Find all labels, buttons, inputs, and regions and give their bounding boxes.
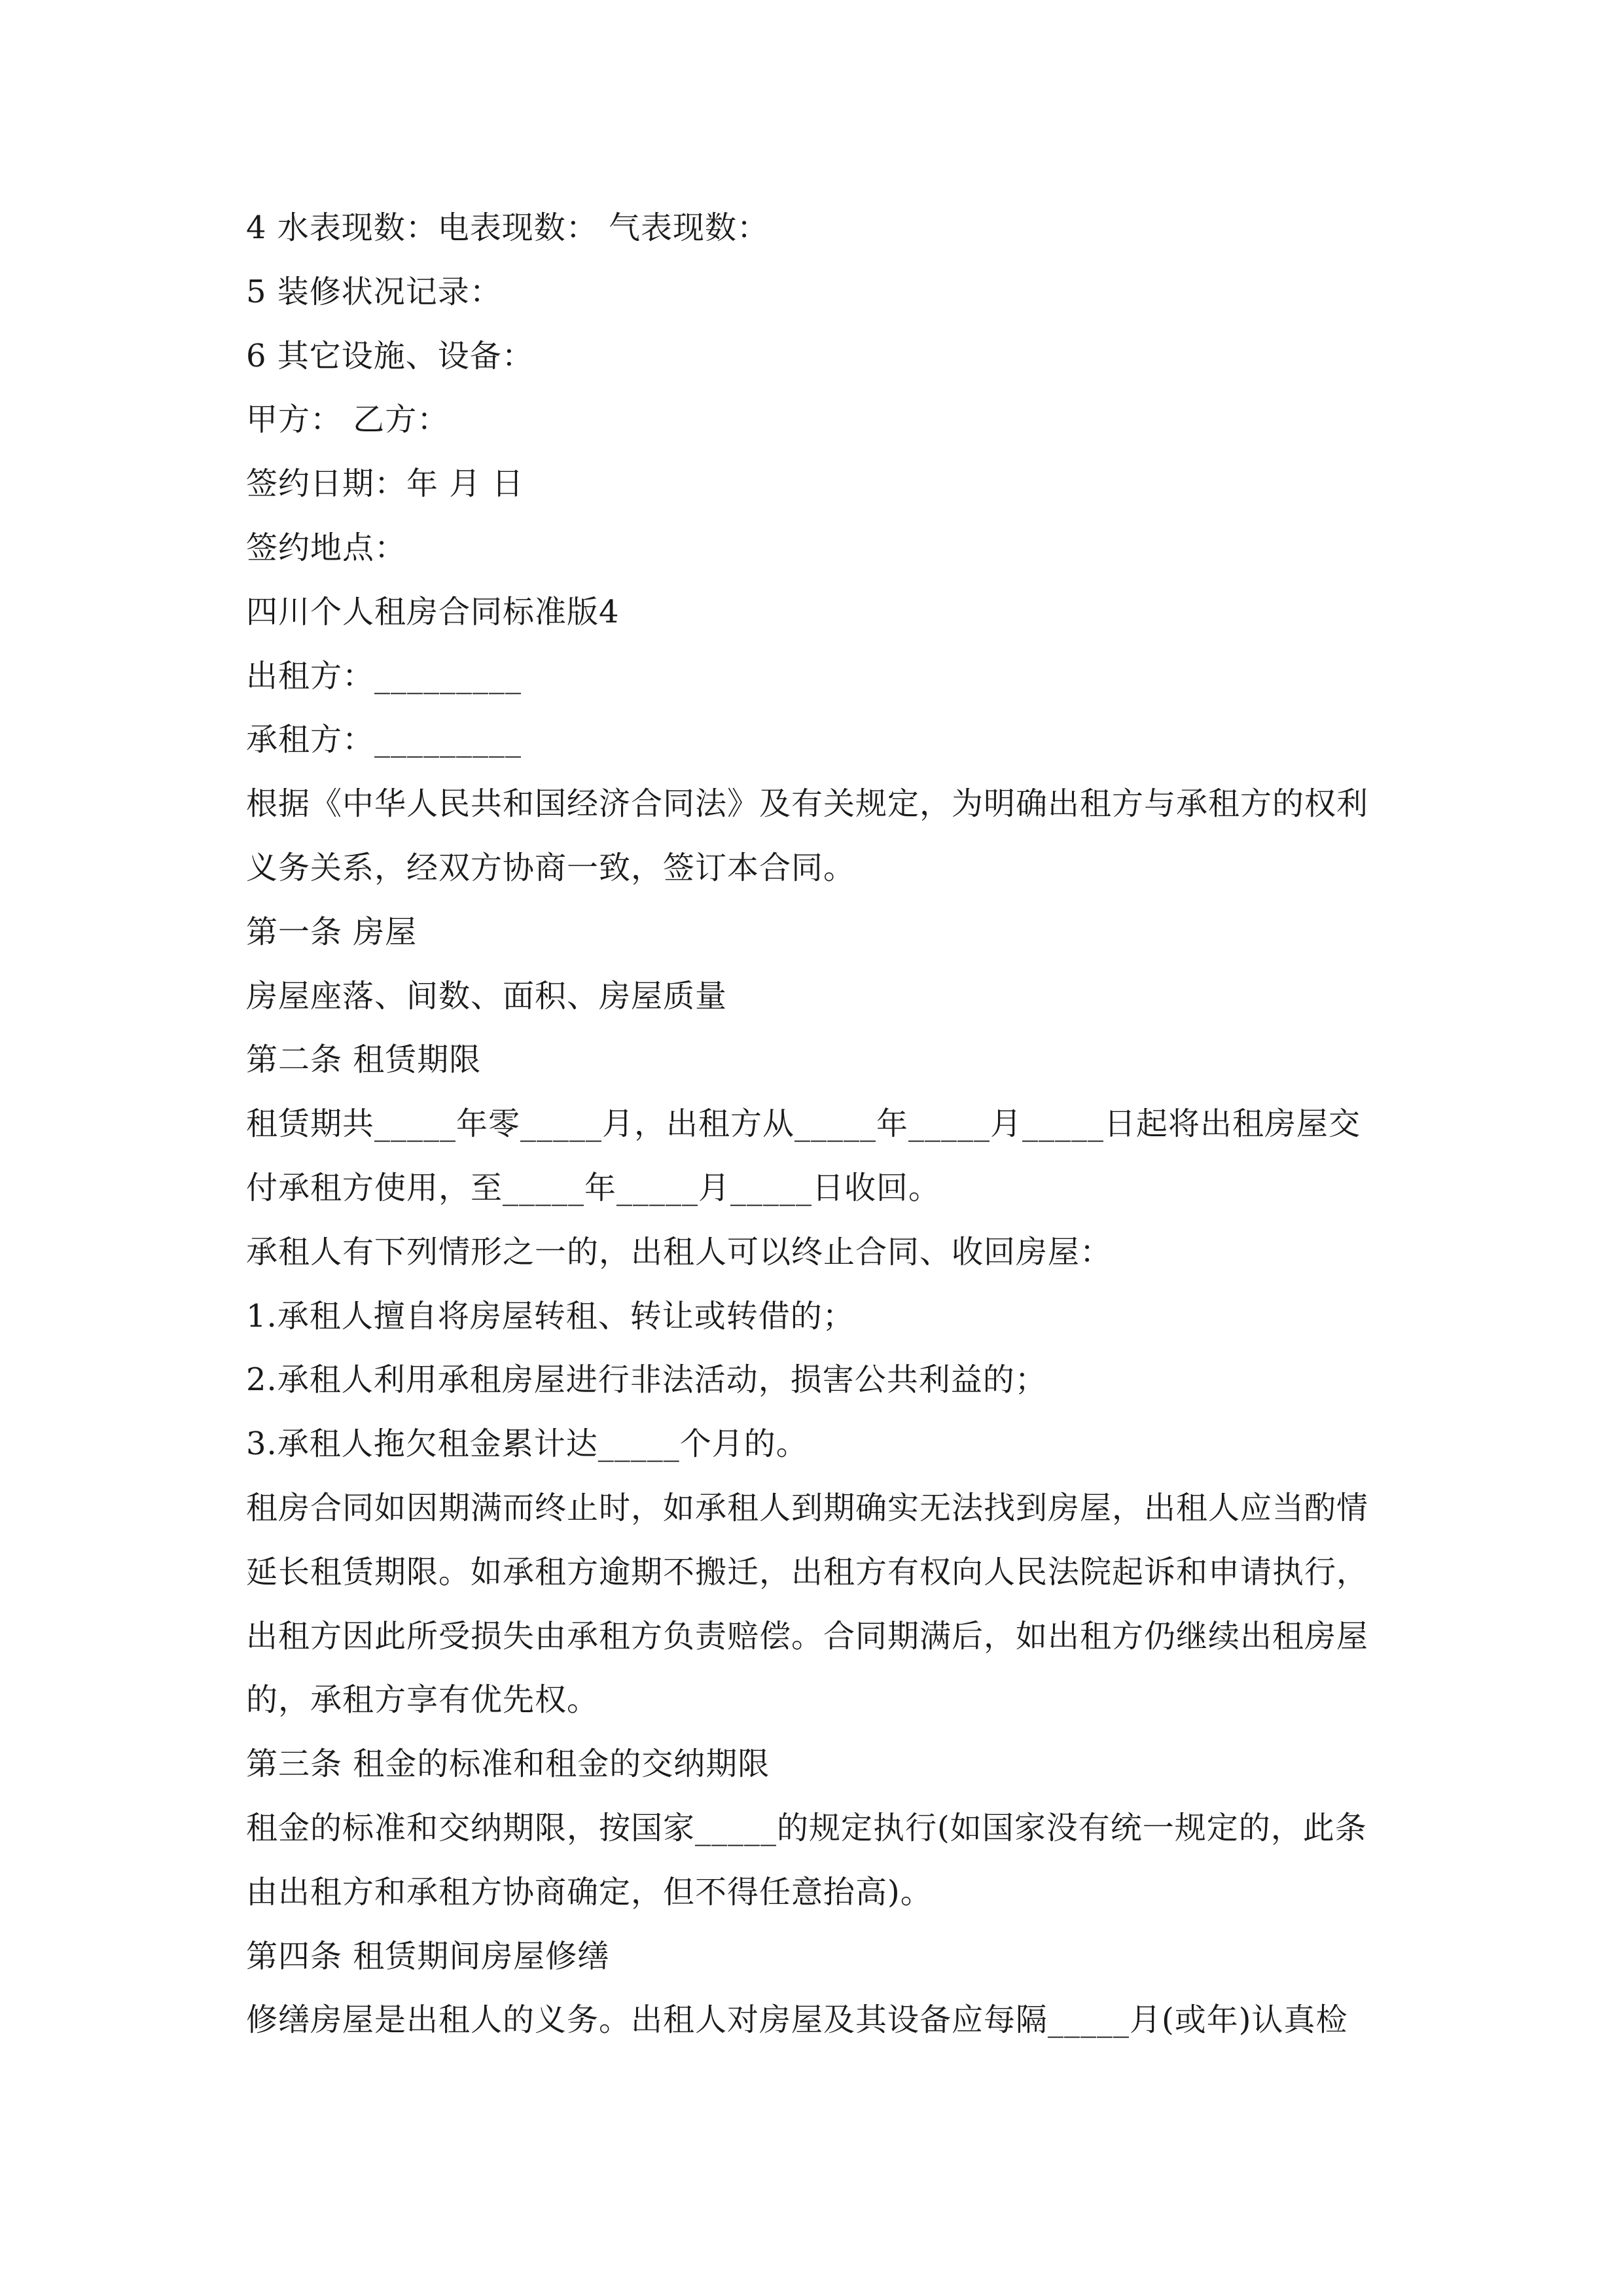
text-line: 租赁期共_____年零_____月，出租方从_____年_____月_____日起将出租房屋交 bbox=[246, 1105, 1361, 1143]
text-line: 义务关系，经双方协商一致，签订本合同。 bbox=[246, 849, 856, 886]
text-line: 甲方： 乙方： bbox=[246, 401, 450, 439]
document-title: 四川个人租房合同标准版4 bbox=[246, 593, 620, 630]
text-line: 签约日期：年 月 日 bbox=[246, 465, 524, 503]
text-line: 承租人有下列情形之一的，出租人可以终止合同、收回房屋： bbox=[246, 1233, 1113, 1270]
list-item: 3.承租人拖欠租金累计达_____个月的。 bbox=[246, 1426, 808, 1463]
article-heading: 第四条 租赁期间房屋修缮 bbox=[246, 1937, 610, 1975]
article-heading: 第一条 房屋 bbox=[246, 913, 418, 950]
text-line: 租金的标准和交纳期限，按国家_____的规定执行(如国家没有统一规定的，此条 bbox=[246, 1809, 1367, 1846]
text-line: 的，承租方享有优先权。 bbox=[246, 1681, 599, 1719]
lessee-field: 承租方：_________ bbox=[246, 721, 522, 759]
lessor-field: 出租方：_________ bbox=[246, 657, 522, 694]
text-line: 由出租方和承租方协商确定，但不得任意抬高)。 bbox=[246, 1873, 933, 1910]
text-line: 签约地点： bbox=[246, 529, 407, 566]
text-line: 房屋座落、间数、面积、房屋质量 bbox=[246, 977, 728, 1014]
document-body bbox=[246, 196, 1385, 2053]
text-line: 4 水表现数：电表现数： 气表现数： bbox=[246, 209, 770, 246]
list-item: 2.承租人利用承租房屋进行非法活动，损害公共利益的； bbox=[246, 1361, 1047, 1399]
text-line: 5 装修状况记录： bbox=[246, 273, 502, 310]
text-line: 租房合同如因期满而终止时，如承租人到期确实无法找到房屋，出租人应当酌情 bbox=[246, 1489, 1369, 1526]
text-line: 出租方因此所受损失由承租方负责赔偿。合同期满后，如出租方仍继续出租房屋 bbox=[246, 1617, 1369, 1655]
text-line: 根据《中华人民共和国经济合同法》及有关规定，为明确出租方与承租方的权利 bbox=[246, 785, 1369, 823]
text-line: 延长租赁期限。如承租方逾期不搬迁，出租方有权向人民法院起诉和申请执行， bbox=[246, 1553, 1369, 1590]
text-line: 付承租方使用，至_____年_____月_____日收回。 bbox=[246, 1169, 941, 1206]
text-line: 修缮房屋是出租人的义务。出租人对房屋及其设备应每隔_____月(或年)认真检 bbox=[246, 2001, 1348, 2039]
article-heading: 第三条 租金的标准和租金的交纳期限 bbox=[246, 1746, 770, 1783]
list-item: 1.承租人擅自将房屋转租、转让或转借的； bbox=[246, 1297, 855, 1335]
article-heading: 第二条 租赁期限 bbox=[246, 1041, 482, 1079]
text-line: 6 其它设施、设备： bbox=[246, 337, 534, 374]
